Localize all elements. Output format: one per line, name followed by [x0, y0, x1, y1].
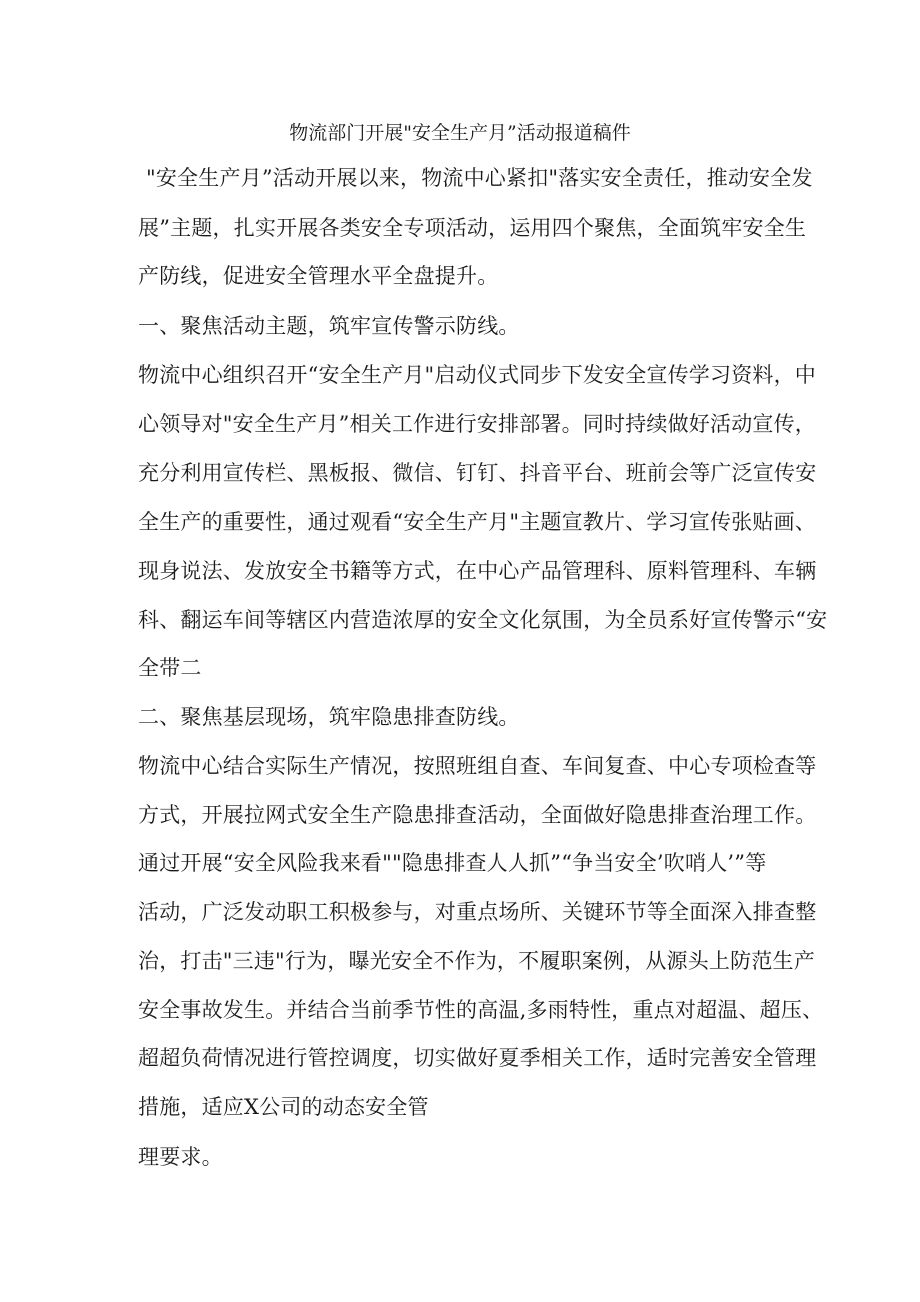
paragraph-line-17: 超超负荷情况进行管控调度，切实做好夏季相关工作，适时完善安全管理	[138, 1046, 817, 1070]
paragraph-line-8: 现身说法、发放安全书籍等方式，在中心产品管理科、原料管理科、车辆	[138, 559, 817, 583]
paragraph-line-6: 充分利用宣传栏、黑板报、微信、钉钉、抖音平台、班前会等广泛宣传安	[138, 461, 817, 485]
paragraph-line-18: 措施，适应X公司的动态安全管	[138, 1095, 429, 1119]
paragraph-line-16: 安全事故发生。并结合当前季节性的高温,多雨特性，重点对超温、超压、	[138, 998, 824, 1022]
paragraph-line-13: 通过开展“安全风险我来看""隐患排查人人抓”“争当安全’吹哨人’”等	[138, 851, 767, 875]
paragraph-line-4: 物流中心组织召开“安全生产月"启动仪式同步下发安全宣传学习资料，中	[138, 363, 816, 387]
paragraph-line-10: 全带二	[138, 656, 202, 680]
section-heading-1: 一、聚焦活动主题，筑牢宣传警示防线。	[138, 314, 520, 338]
paragraph-line-3: 产防线，促进安全管理水平全盘提升。	[138, 264, 499, 288]
paragraph-line-19: 理要求。	[138, 1145, 223, 1169]
paragraph-line-1: "安全生产月”活动开展以来，物流中心紧扣"落实安全责任，推动安全发	[146, 166, 813, 190]
section-heading-2: 二、聚焦基层现场，筑牢隐患排查防线。	[138, 705, 520, 729]
paragraph-line-14: 活动，广泛发动职工积极参与，对重点场所、关键环节等全面深入排查整	[138, 900, 817, 924]
paragraph-line-9: 科、翻运车间等辖区内营造浓厚的安全文化氛围，为全员系好宣传警示“安	[138, 608, 828, 632]
paragraph-line-7: 全生产的重要性，通过观看“安全生产月"主题宣教片、学习宣传张贴画、	[138, 510, 816, 534]
document-title: 物流部门开展"安全生产月”活动报道稿件	[289, 122, 631, 144]
paragraph-line-15: 治，打击"三违"行为，曝光安全不作为，不履职案例，从源头上防范生产	[138, 949, 815, 973]
paragraph-line-11: 物流中心结合实际生产情况，按照班组自查、车间复查、中心专项检查等	[138, 754, 817, 778]
paragraph-line-5: 心领导对"安全生产月”相关工作进行安排部署。同时持续做好活动宣传，	[138, 412, 816, 436]
paragraph-line-2: 展”主题，扎实开展各类安全专项活动，运用四个聚焦，全面筑牢安全生	[138, 216, 807, 240]
paragraph-line-12: 方式，开展拉网式安全生产隐患排查活动，全面做好隐患排查治理工作。	[138, 803, 817, 827]
